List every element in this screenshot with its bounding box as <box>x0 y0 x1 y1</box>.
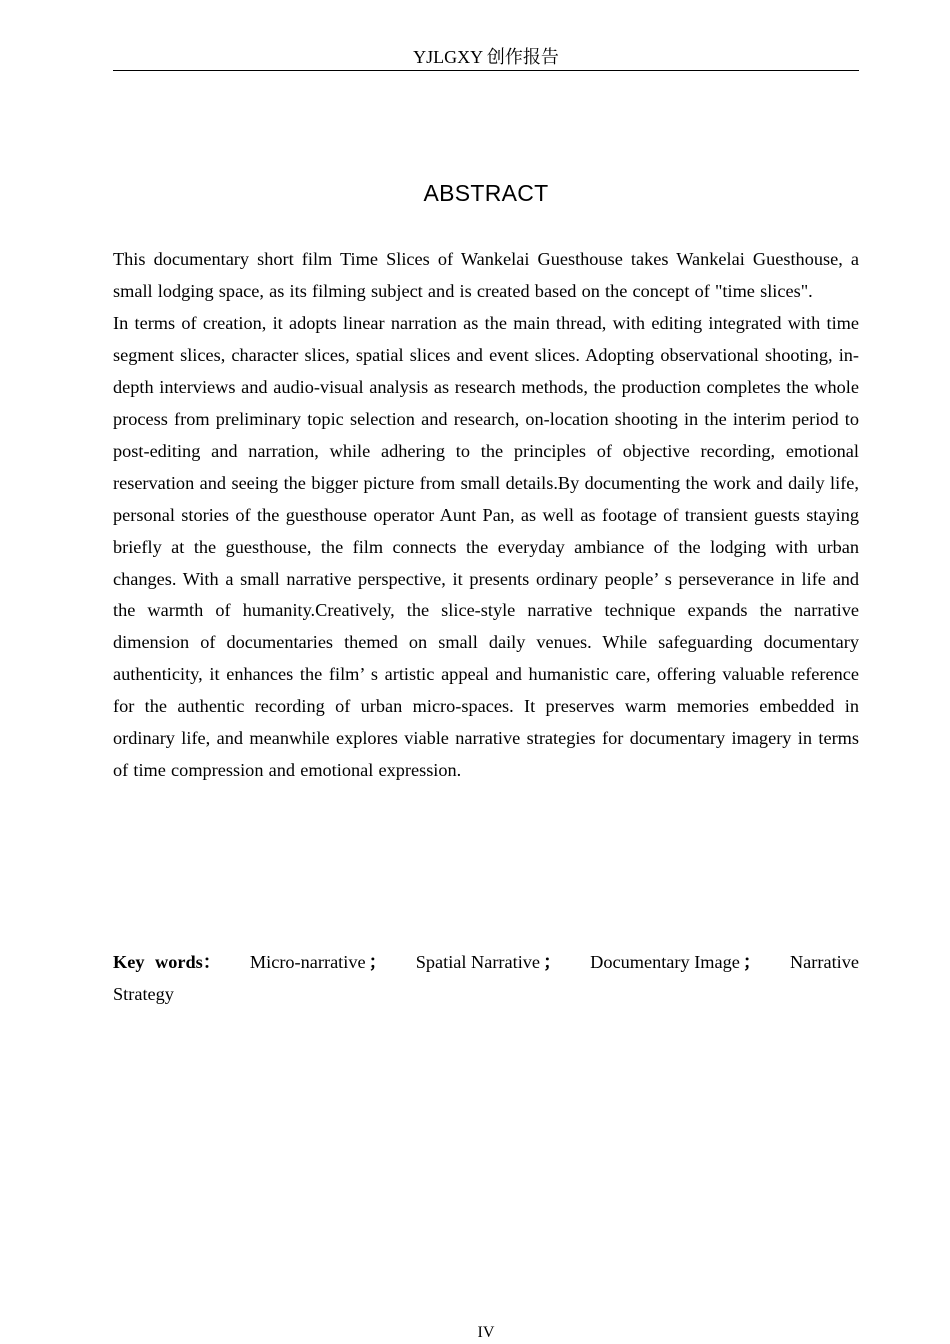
header-divider <box>113 70 859 71</box>
page-number: IV <box>477 1324 495 1341</box>
keyword-separator: ； <box>742 952 762 972</box>
keyword-text: Micro-narrative <box>249 952 366 972</box>
keyword-text: Strategy <box>113 984 174 1004</box>
abstract-paragraph-1: This documentary short film Time Slices of Wankelai Guesthouse takes Wankelai Guesthouse, a small lodging space, as its filming subject and is created based on the concept of "time slices". <box>113 249 859 301</box>
keyword-item <box>416 946 562 978</box>
abstract-title: ABSTRACT <box>423 180 549 206</box>
abstract-paragraph-2: In terms of creation, it adopts linear narration as the main thread, with editing integrated with time segment slices, character slices, spatial slices and event slices. Adopting observational shooting, in-depth interviews and audio-visual analysis as research methods, the production completes the whole process from preliminary topic selection and research, on-location shooting in the interim period to post-editing and narration, while adhering to the principles of objective recording, emotional reservation and seeing the bigger picture from small details.By documenting the work and daily life, personal stories of the guesthouse operator Aunt Pan, as well as footage of transient guests staying briefly at the guesthouse, the film connects the everyday ambiance of the lodging with urban changes. With a small narrative perspective, it presents ordinary people’ s perseverance in life and the warmth of humanity.Creatively, the slice-style narrative technique expands the narrative dimension of documentaries themed on small daily venues. While safeguarding documentary authenticity, it enhances the film’ s artistic appeal and humanistic care, offering valuable reference for the authentic recording of urban micro-spaces. It preserves warm memories embedded in ordinary life, and meanwhile explores viable narrative strategies for documentary imagery in terms of time compression and emotional expression. <box>113 312 859 781</box>
keywords-label: Key words： <box>113 952 222 972</box>
keywords-section <box>113 946 859 1010</box>
keyword-item <box>250 946 387 978</box>
keyword-item <box>590 946 761 978</box>
abstract-body <box>113 244 859 787</box>
keyword-separator: ； <box>368 952 387 972</box>
keyword-text: Documentary Image <box>590 952 740 972</box>
keyword-separator: ； <box>543 952 562 972</box>
running-header: YJLGXY 创作报告 <box>413 47 559 67</box>
keyword-text: Narrative <box>789 952 859 972</box>
keyword-text: Spatial Narrative <box>415 952 541 972</box>
